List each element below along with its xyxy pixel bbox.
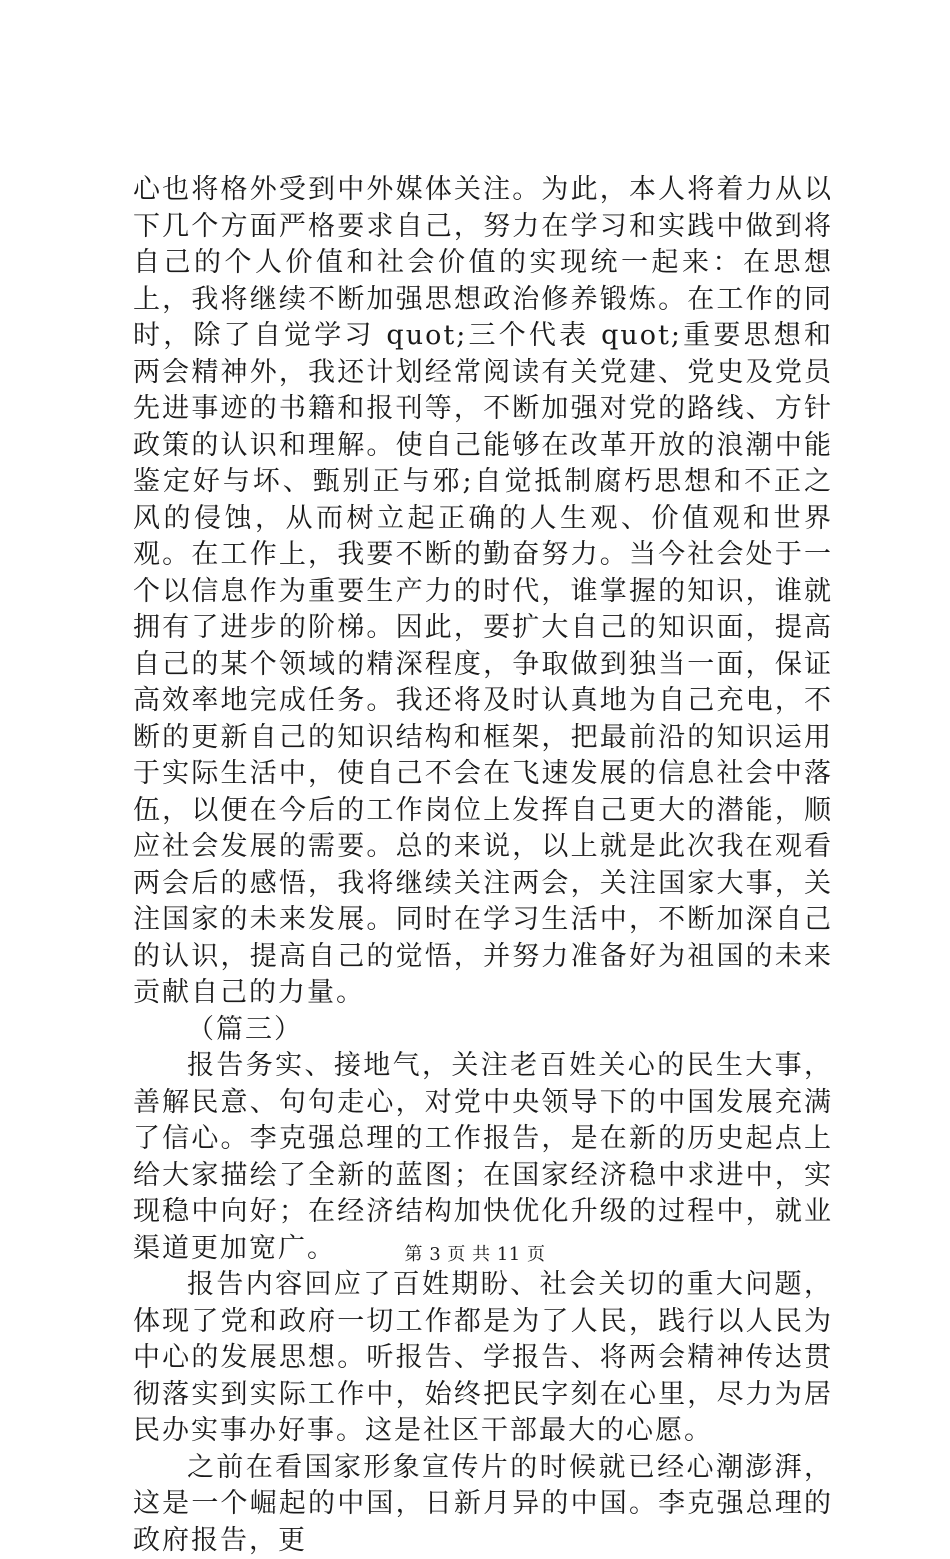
paragraph-4: 之前在看国家形象宣传片的时候就已经心潮澎湃，这是一个崛起的中国，日新月异的中国。李克强总理的政府报告，更 [133, 1450, 833, 1559]
paragraph-3: 报告内容回应了百姓期盼、社会关切的重大问题，体现了党和政府一切工作都是为了人民，践行以人民为中心的发展思想。听报告、学报告、将两会精神传达贯彻落实到实际工作中，始终把民字刻在心里，尽力为居民办实事办好事。这是社区干部最大的心愿。 [133, 1267, 833, 1450]
page-number: 第 3 页 共 11 页 [405, 1244, 546, 1265]
section-heading: （篇三） [133, 1012, 833, 1049]
paragraph-2: 报告务实、接地气，关注老百姓关心的民生大事，善解民意、句句走心，对党中央领导下的中国发展充满了信心。李克强总理的工作报告，是在新的历史起点上给大家描绘了全新的蓝图；在国家经济稳中求进中，实现稳中向好；在经济结构加快优化升级的过程中，就业渠道更加宽广。 [133, 1048, 833, 1267]
paragraph-1: 心也将格外受到中外媒体关注。为此，本人将着力从以下几个方面严格要求自己，努力在学习和实践中做到将自己的个人价值和社会价值的实现统一起来：在思想上，我将继续不断加强思想政治修养锻炼。在工作的同时，除了自觉学习 quot;三个代表 quot;重要思想和两会精神外，我还计划经常阅读有关党建、党史及党员先进事迹的书籍和报刊等，不断加强对党的路线、方针政策的认识和理解。使自己能够在改革开放的浪潮中能鉴定好与坏、甄别正与邪;自觉抵制腐朽思想和不正之风的侵蚀，从而树立起正确的人生观、价值观和世界观。在工作上，我要不断的勤奋努力。当今社会处于一个以信息作为重要生产力的时代，谁掌握的知识，谁就拥有了进步的阶梯。因此，要扩大自己的知识面，提高自己的某个领域的精深程度，争取做到独当一面，保证高效率地完成任务。我还将及时认真地为自己充电，不断的更新自己的知识结构和框架，把最前沿的知识运用于实际生活中，使自己不会在飞速发展的信息社会中落伍，以便在今后的工作岗位上发挥自己更大的潜能，顺应社会发展的需要。总的来说，以上就是此次我在观看两会后的感悟，我将继续关注两会，关注国家大事，关注国家的未来发展。同时在学习生活中，不断加深自己的认识，提高自己的觉悟，并努力准备好为祖国的未来贡献自己的力量。 [133, 172, 833, 1012]
page-footer [0, 1240, 950, 1266]
document-body [133, 172, 833, 1559]
